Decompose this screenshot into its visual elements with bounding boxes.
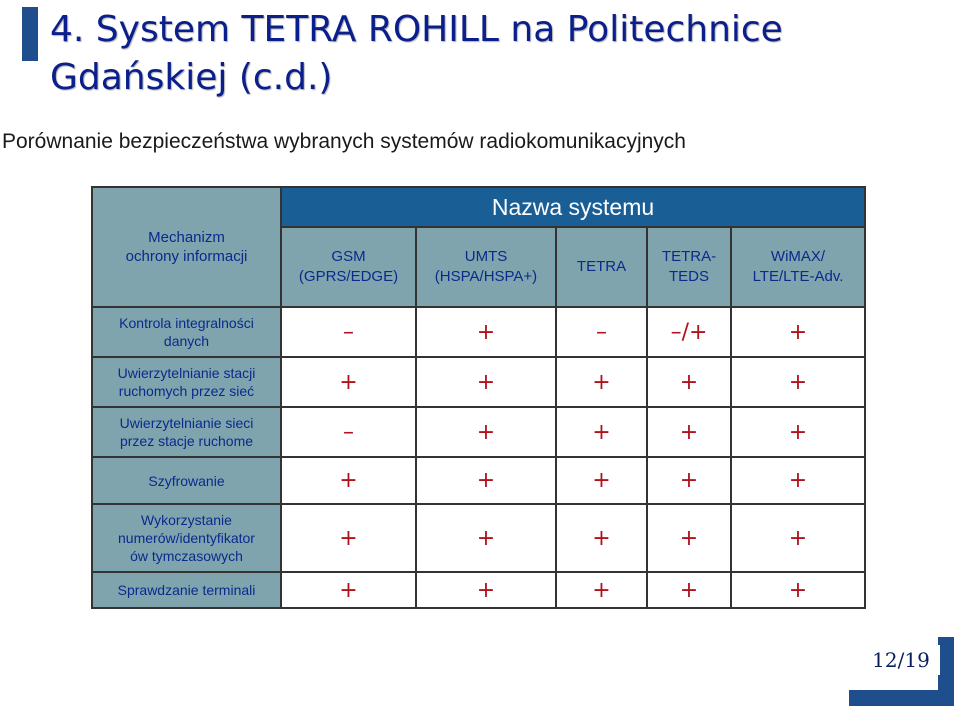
- table-cell: +: [731, 504, 865, 572]
- table-cell: +: [281, 504, 416, 572]
- table-cell: +: [281, 357, 416, 407]
- row-label-line: ów tymczasowych: [130, 548, 243, 564]
- row-label-line: Kontrola integralności: [119, 315, 254, 331]
- table-row: [92, 357, 865, 407]
- mechanism-header-line-1: Mechanizm: [148, 229, 225, 246]
- row-label-line: danych: [163, 333, 210, 349]
- page-number: 12/19: [862, 645, 940, 675]
- system-name-header: Nazwa systemu: [281, 187, 865, 227]
- system-header-line: LTE/LTE-Adv.: [752, 268, 844, 285]
- row-label-line: numerów/identyfikator: [118, 530, 255, 546]
- system-header-tetra: [556, 227, 647, 307]
- system-header-line: GSM: [331, 248, 366, 265]
- table-cell: +: [731, 307, 865, 357]
- slide-title: [50, 6, 950, 102]
- title-line-2: Gdańskiej (c.d.): [50, 57, 333, 98]
- system-header-tetra-teds: [647, 227, 731, 307]
- table-cell: +: [647, 572, 731, 608]
- security-comparison-table: [91, 186, 866, 609]
- row-label-line: Uwierzytelnianie sieci: [119, 415, 254, 431]
- table-cell: +: [647, 407, 731, 457]
- table-cell: +: [416, 307, 556, 357]
- system-header-line: (HSPA/HSPA+): [434, 268, 538, 285]
- table-cell: +: [731, 572, 865, 608]
- table-cell: +: [416, 407, 556, 457]
- system-header-wimax-lte: [731, 227, 865, 307]
- table-cell: +: [416, 572, 556, 608]
- row-label: [92, 357, 281, 407]
- table-cell: +: [416, 457, 556, 504]
- table-cell: +: [281, 457, 416, 504]
- system-header-line: UMTS: [464, 248, 508, 265]
- row-label: [92, 572, 281, 608]
- system-header-umts: [416, 227, 556, 307]
- table-cell: +: [556, 357, 647, 407]
- table-cell: +: [416, 357, 556, 407]
- table-cell: +: [556, 407, 647, 457]
- system-header-line: TETRA-: [661, 248, 717, 265]
- mechanism-header: [92, 187, 281, 307]
- row-label: [92, 407, 281, 457]
- table-cell: +: [647, 457, 731, 504]
- table-cell: –: [556, 307, 647, 357]
- table-row: [92, 504, 865, 572]
- table-cell: +: [731, 457, 865, 504]
- table-row: [92, 307, 865, 357]
- system-header-line: WiMAX/: [770, 248, 826, 265]
- table-cell: +: [647, 357, 731, 407]
- table-cell: +: [647, 504, 731, 572]
- title-accent-bar: [22, 7, 38, 61]
- slide-subtitle: Porównanie bezpieczeństwa wybranych systemów radiokomunikacyjnych: [2, 130, 686, 153]
- table-cell: –: [281, 307, 416, 357]
- table-cell: +: [556, 572, 647, 608]
- table-cell: +: [416, 504, 556, 572]
- system-header-line: (GPRS/EDGE): [298, 268, 399, 285]
- table-cell: –/+: [647, 307, 731, 357]
- row-label-line: Szyfrowanie: [148, 472, 225, 489]
- row-label-line: przez stacje ruchome: [119, 433, 254, 449]
- corner-accent-horizontal: [849, 690, 954, 706]
- table-row: [92, 457, 865, 504]
- row-label-line: Uwierzytelnianie stacji: [117, 365, 256, 381]
- mechanism-header-line-2: ochrony informacji: [125, 248, 248, 265]
- system-header-gsm: [281, 227, 416, 307]
- row-label-line: ruchomych przez sieć: [118, 383, 255, 399]
- table-row: [92, 572, 865, 608]
- row-label: [92, 307, 281, 357]
- table-cell: +: [556, 457, 647, 504]
- system-header-line: TETRA: [576, 258, 627, 275]
- table-cell: –: [281, 407, 416, 457]
- table-cell: +: [556, 504, 647, 572]
- row-label-line: Sprawdzanie terminali: [117, 582, 256, 598]
- table-cell: +: [731, 357, 865, 407]
- row-label: [92, 457, 281, 504]
- title-line-1: 4. System TETRA ROHILL na Politechnice: [50, 9, 783, 50]
- row-label-line: Wykorzystanie: [141, 512, 232, 528]
- system-header-line: TEDS: [668, 268, 709, 285]
- table-cell: +: [281, 572, 416, 608]
- row-label: [92, 504, 281, 572]
- table-cell: +: [731, 407, 865, 457]
- table-row: [92, 407, 865, 457]
